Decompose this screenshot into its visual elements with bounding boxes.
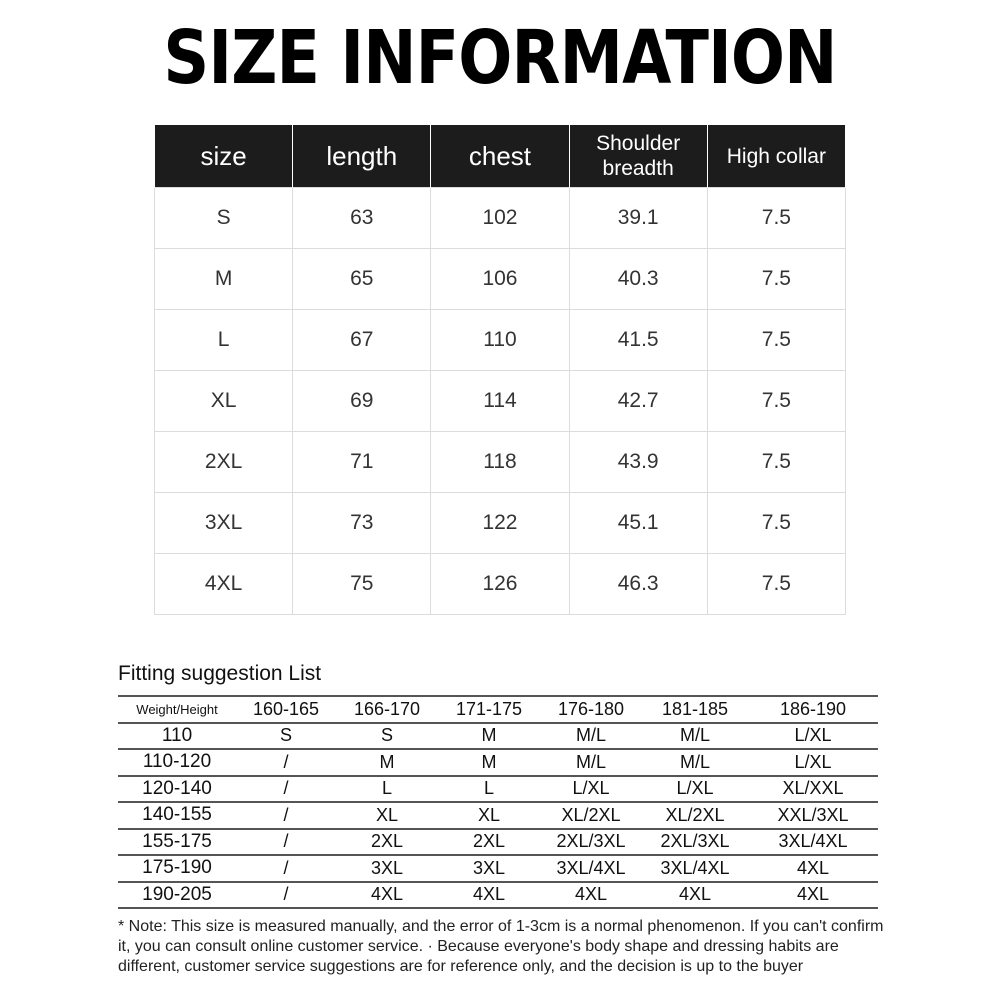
table-cell: 7.5 xyxy=(707,432,845,493)
table-cell: 7.5 xyxy=(707,310,845,371)
table-cell: 73 xyxy=(293,493,431,554)
fitting-title: Fitting suggestion List xyxy=(118,662,322,685)
table-cell: 110 xyxy=(431,310,569,371)
table-cell: 7.5 xyxy=(707,493,845,554)
table-row xyxy=(118,749,878,776)
header-height-range: 160-165 xyxy=(236,696,336,723)
table-row xyxy=(155,493,846,554)
header-shoulder-breadth: Shoulder breadth xyxy=(569,125,707,188)
table-cell: XL xyxy=(336,802,438,829)
table-cell: XL/2XL xyxy=(642,802,748,829)
table-cell: 7.5 xyxy=(707,554,845,615)
table-row xyxy=(118,802,878,829)
table-row xyxy=(155,310,846,371)
table-cell: L/XL xyxy=(642,776,748,803)
table-cell: M xyxy=(336,749,438,776)
table-row xyxy=(118,776,878,803)
header-weight-height: Weight/Height xyxy=(118,696,236,723)
header-length: length xyxy=(293,125,431,188)
table-cell: 3XL/4XL xyxy=(748,829,878,856)
table-cell: M/L xyxy=(540,723,642,750)
size-table xyxy=(154,125,846,615)
header-height-range: 166-170 xyxy=(336,696,438,723)
table-cell: 2XL xyxy=(438,829,540,856)
table-row xyxy=(155,432,846,493)
table-cell: M xyxy=(438,749,540,776)
table-cell: 71 xyxy=(293,432,431,493)
weight-cell: 110-120 xyxy=(118,749,236,776)
header-height-range: 186-190 xyxy=(748,696,878,723)
table-cell: 2XL xyxy=(336,829,438,856)
table-cell: 4XL xyxy=(642,882,748,909)
table-cell: 69 xyxy=(293,371,431,432)
table-cell: 2XL/3XL xyxy=(642,829,748,856)
table-cell: 4XL xyxy=(336,882,438,909)
table-cell: 43.9 xyxy=(569,432,707,493)
table-cell: XL/2XL xyxy=(540,802,642,829)
table-cell: 75 xyxy=(293,554,431,615)
weight-cell: 110 xyxy=(118,723,236,750)
table-cell: XL xyxy=(438,802,540,829)
table-cell: 3XL xyxy=(155,493,293,554)
table-cell: 122 xyxy=(431,493,569,554)
table-cell: 4XL xyxy=(748,882,878,909)
table-cell: L xyxy=(336,776,438,803)
size-table-header-row xyxy=(155,125,846,188)
table-row xyxy=(155,188,846,249)
table-cell: S xyxy=(336,723,438,750)
header-height-range: 181-185 xyxy=(642,696,748,723)
weight-cell: 190-205 xyxy=(118,882,236,909)
table-cell: 106 xyxy=(431,249,569,310)
table-cell: 3XL xyxy=(438,855,540,882)
table-cell: 114 xyxy=(431,371,569,432)
table-cell: 63 xyxy=(293,188,431,249)
table-cell: XXL/3XL xyxy=(748,802,878,829)
table-cell: XL/XXL xyxy=(748,776,878,803)
table-cell: / xyxy=(236,882,336,909)
table-cell: 45.1 xyxy=(569,493,707,554)
table-cell: S xyxy=(155,188,293,249)
table-row xyxy=(155,249,846,310)
table-cell: 4XL xyxy=(438,882,540,909)
table-cell: / xyxy=(236,855,336,882)
table-cell: 102 xyxy=(431,188,569,249)
table-cell: L xyxy=(438,776,540,803)
fitting-table xyxy=(118,695,878,909)
table-cell: 3XL/4XL xyxy=(642,855,748,882)
page-title: SIZE INFORMATION xyxy=(163,15,837,101)
fitting-header-row xyxy=(118,696,878,723)
table-cell: 65 xyxy=(293,249,431,310)
table-cell: S xyxy=(236,723,336,750)
table-cell: 41.5 xyxy=(569,310,707,371)
note-text: * Note: This size is measured manually, and the error of 1-3cm is a normal phenomenon. If you can't confirm it, you can consult online customer service. · Because everyone's body shape and dressing habits are different, customer service suggestions are for reference only, and the decision is up to the buyer xyxy=(118,918,884,975)
table-row xyxy=(118,829,878,856)
header-height-range: 171-175 xyxy=(438,696,540,723)
table-cell: 42.7 xyxy=(569,371,707,432)
table-cell: L/XL xyxy=(748,723,878,750)
table-cell: 3XL xyxy=(336,855,438,882)
table-cell: 2XL xyxy=(155,432,293,493)
header-size: size xyxy=(155,125,293,188)
table-cell: 39.1 xyxy=(569,188,707,249)
table-cell: 7.5 xyxy=(707,249,845,310)
table-cell: 7.5 xyxy=(707,371,845,432)
table-cell: M/L xyxy=(642,723,748,750)
table-cell: 3XL/4XL xyxy=(540,855,642,882)
weight-cell: 175-190 xyxy=(118,855,236,882)
weight-cell: 140-155 xyxy=(118,802,236,829)
table-cell: M/L xyxy=(540,749,642,776)
header-high-collar: High collar xyxy=(707,125,845,188)
table-cell: / xyxy=(236,776,336,803)
table-cell: 4XL xyxy=(748,855,878,882)
table-cell: / xyxy=(236,802,336,829)
weight-cell: 120-140 xyxy=(118,776,236,803)
header-chest: chest xyxy=(431,125,569,188)
table-row xyxy=(155,554,846,615)
table-cell: 2XL/3XL xyxy=(540,829,642,856)
table-cell: 4XL xyxy=(155,554,293,615)
table-cell: XL xyxy=(155,371,293,432)
table-row xyxy=(118,855,878,882)
table-cell: L/XL xyxy=(540,776,642,803)
weight-cell: 155-175 xyxy=(118,829,236,856)
table-cell: 7.5 xyxy=(707,188,845,249)
table-row xyxy=(155,371,846,432)
table-cell: 40.3 xyxy=(569,249,707,310)
table-cell: L xyxy=(155,310,293,371)
table-cell: / xyxy=(236,749,336,776)
table-cell: 4XL xyxy=(540,882,642,909)
table-cell: / xyxy=(236,829,336,856)
table-cell: M xyxy=(438,723,540,750)
table-row xyxy=(118,882,878,909)
table-cell: 126 xyxy=(431,554,569,615)
table-cell: L/XL xyxy=(748,749,878,776)
header-height-range: 176-180 xyxy=(540,696,642,723)
table-cell: 67 xyxy=(293,310,431,371)
table-cell: 46.3 xyxy=(569,554,707,615)
table-cell: M xyxy=(155,249,293,310)
table-cell: M/L xyxy=(642,749,748,776)
table-cell: 118 xyxy=(431,432,569,493)
table-row xyxy=(118,723,878,750)
